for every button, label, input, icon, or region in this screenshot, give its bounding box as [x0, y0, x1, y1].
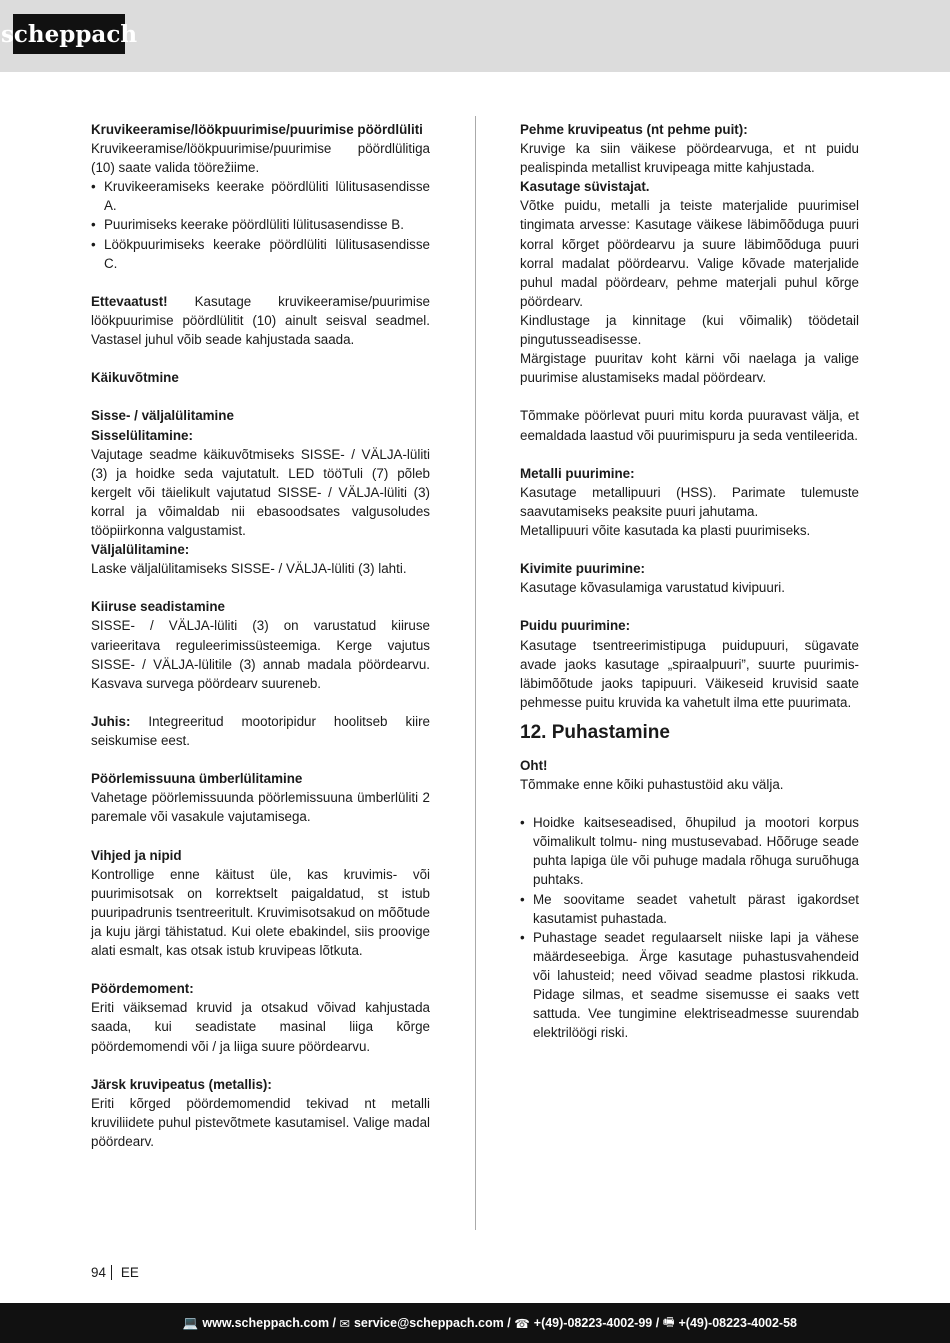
brand-logo: scheppach [13, 14, 125, 54]
section-title: Järsk kruvipeatus (metallis): [91, 1076, 272, 1092]
paragraph: Eriti väiksemad kruvid ja otsakud võivad kahjustada saada, kui seadistate masinal liiga kõrge pöördemomendi või / ja liiga suure pöördearvu. [91, 1000, 430, 1054]
note-paragraph [91, 712, 430, 750]
section-title: Kivimite puurimine: [520, 561, 645, 577]
subsection-title: Väljalülitamine: [91, 542, 190, 558]
list-item: • Puurimiseks keerake pöördlüliti lülitusasendisse B. [91, 215, 430, 234]
paragraph: Tõmmake pöörlevat puuri mitu korda puuravast välja, et eemaldada laastud või puurimispuru ja seda ventileerida. [520, 408, 859, 443]
paragraph: Vahetage pöörlemissuunda pöörlemissuuna ümberlüliti 2 paremale või vasakule vajutamisega. [91, 790, 430, 825]
paragraph: Kasutage tsentreerimistipuga puidupuuri, sügavate avade jaoks kasutage „spiraalpuuri”, suurte puurimis-läbimõõtude jaoks tapipuuri. Väikeseid kruvisid saate pehmesse puitu kruvida ka vahetult ilma ette puurimata. [520, 637, 859, 710]
section-title: Pehme kruvipeatus (nt pehme puit): [520, 122, 748, 137]
section-title: Kiiruse seadistamine [91, 599, 225, 615]
subsection-title: Sisselülitamine: [91, 427, 193, 443]
paragraph: Tõmmake enne kõiki puhastustöid aku välja. [520, 777, 784, 792]
list-item: • Me soovitame seadet vahetult pärast igakordset kasutamist puhastada. [520, 890, 859, 928]
section-title: Pöörlemissuuna ümberlülitamine [91, 771, 303, 787]
language-code: EE [120, 1265, 139, 1280]
chapter-heading: 12. Puhastamine [520, 721, 670, 743]
paragraph: Võtke puidu, metalli ja teiste materjalide puurimisel tingimata arvesse: Kasutage väikese läbimõõduga puuri korral kõrget pöördearvu ja suure läbimõõduga puuri korral madalat pöördearvu. Valige kõvade materjalide puhul madal pöördearv, pehme materjali puhul kõrge pöördearv. [520, 198, 859, 309]
paragraph: Metallipuuri võite kasutada ka plasti puurimiseks. [520, 522, 811, 538]
paragraph: Vajutage seadme käikuvõtmiseks SISSE- / VÄLJA-lüliti (3) ja hoidke seda vajutatult. LED tööTuli (7) põleb kergelt või täielikult vajutatud SISSE- / VÄLJA-lüliti (3) korral ja võimaldab nii ebasoodsates valgusoludes tööpiirkonna valgustamist. [91, 446, 430, 538]
list-item: • Kruvikeeramiseks keerake pöördlüliti lülitusasendisse A. [91, 177, 430, 215]
section-title: Kruvikeeramise/löökpuurimise/puurimise pöördlüliti [91, 122, 423, 137]
list-item: • Puhastage seadet regulaarselt niiske lapi ja vähese määrdeseebiga. Ärge kasutage puhastusvahendeid või lahusteid; need võivad seadme plastosi rikkuda. Pidage silmas, et seadme sisemusse ei saaks vett sattuda. Vee tungimine elektriseadmesse suurendab elektrilöögi riski. [520, 928, 859, 1043]
note-label: Juhis: [91, 713, 131, 729]
bullet-list [520, 813, 859, 1042]
computer-icon: 💻 [182, 1315, 199, 1330]
right-column [520, 120, 859, 1042]
paragraph: Kasutage kõvasulamiga varustatud kivipuuri. [520, 580, 785, 596]
paragraph: Laske väljalülitamiseks SISSE- / VÄLJA-lüliti (3) lahti. [91, 561, 407, 577]
footer-phone: +(49)-08223-4002-99 / [533, 1316, 660, 1330]
note-text: Integreeritud mootoripidur hoolitseb kiire seiskumise eest. [91, 713, 430, 748]
section-title: Vihjed ja nipid [91, 847, 182, 863]
section-title: Puidu puurimine: [520, 618, 631, 634]
phone-icon: ☎ [514, 1316, 530, 1331]
paragraph: Kasutage metallipuuri (HSS). Parimate tulemuste saavutamiseks peaksite puuri jahutama. [520, 484, 859, 519]
danger-label: Oht! [520, 757, 548, 773]
column-divider [475, 116, 476, 1230]
list-item: • Hoidke kaitseseadised, õhupilud ja mootori korpus võimalikult tolmu- ning mustusevabad. Hõõruge seade puhta lapiga üle või puhuge madala rõhuga suruõhuga puhtaks. [520, 813, 859, 889]
list-item: • Löökpuurimiseks keerake pöördlüliti lülitusasendisse C. [91, 235, 430, 273]
page-header [0, 0, 950, 72]
footer-email[interactable]: service@scheppach.com / [353, 1316, 511, 1330]
section-title: Sisse- / väljalülitamine [91, 408, 234, 424]
warning-text: Kasutage kruvikeeramise/puurimise löökpuurimise pöördlülitit (10) ainult seisval seadmel. Vastasel juhul võib seade kahjustada saada. [91, 293, 430, 348]
footer-website[interactable]: www.scheppach.com / [202, 1316, 337, 1330]
bullet-list [91, 177, 430, 272]
section-title: Käikuvõtmine [91, 370, 179, 386]
footer-fax: +(49)-08223-4002-58 [678, 1316, 797, 1330]
fax-icon: 🖷 [662, 1314, 675, 1329]
paragraph: Kontrollige enne käitust üle, kas kruvimis- või puurimisotsak on korrektselt paigaldatud, st istub puuripadrunis tsentreeritult. Kruvimisotsakud on mõõtude ja kuju järgi tähistatud. Kui olete ebakindel, siis proovige alati esmalt, kas otsak istub kruvipeas lõtkuta. [91, 866, 430, 959]
paragraph: SISSE- / VÄLJA-lüliti (3) on varustatud kiiruse varieeritava reguleerimissüsteemiga. Kerge vajutus SISSE- / VÄLJA-lülitile (3) annab madala pöördearvu. Kasvava survega pöördearv suureneb. [91, 618, 430, 691]
paragraph: Kruvige ka siin väikese pöördearvuga, et nt puidu pealispinda metallist kruvipeaga mitte kahjustada. [520, 141, 859, 176]
page-number-block [91, 1265, 139, 1280]
page-footer [0, 1303, 950, 1343]
paragraph: Eriti kõrged pöördemomendid tekivad nt metalli kruviliidete puhul pistevõtmete kasutamisel. Valige madal pöördearv. [91, 1095, 430, 1149]
section-title: Pöördemoment: [91, 981, 194, 997]
section-title: Metalli puurimine: [520, 465, 635, 481]
paragraph: Kruvikeeramise/löökpuurimise/puurimise pöördlülitiga (10) saate valida töörežiime. [91, 141, 430, 176]
paragraph: Märgistage puuritav koht kärni või naelaga ja valige puurimise alustamiseks madal pöördearv. [520, 351, 859, 386]
warning-label: Ettevaatust! [91, 293, 168, 309]
warning-paragraph [91, 292, 430, 349]
section-title: Kasutage süvistajat. [520, 179, 650, 195]
separator [111, 1265, 112, 1280]
page-number: 94 [91, 1265, 106, 1280]
left-column [91, 120, 430, 1151]
paragraph: Kindlustage ja kinnitage (kui võimalik) töödetail pingutusseadisesse. [520, 312, 859, 348]
mail-icon: ✉ [339, 1316, 350, 1331]
